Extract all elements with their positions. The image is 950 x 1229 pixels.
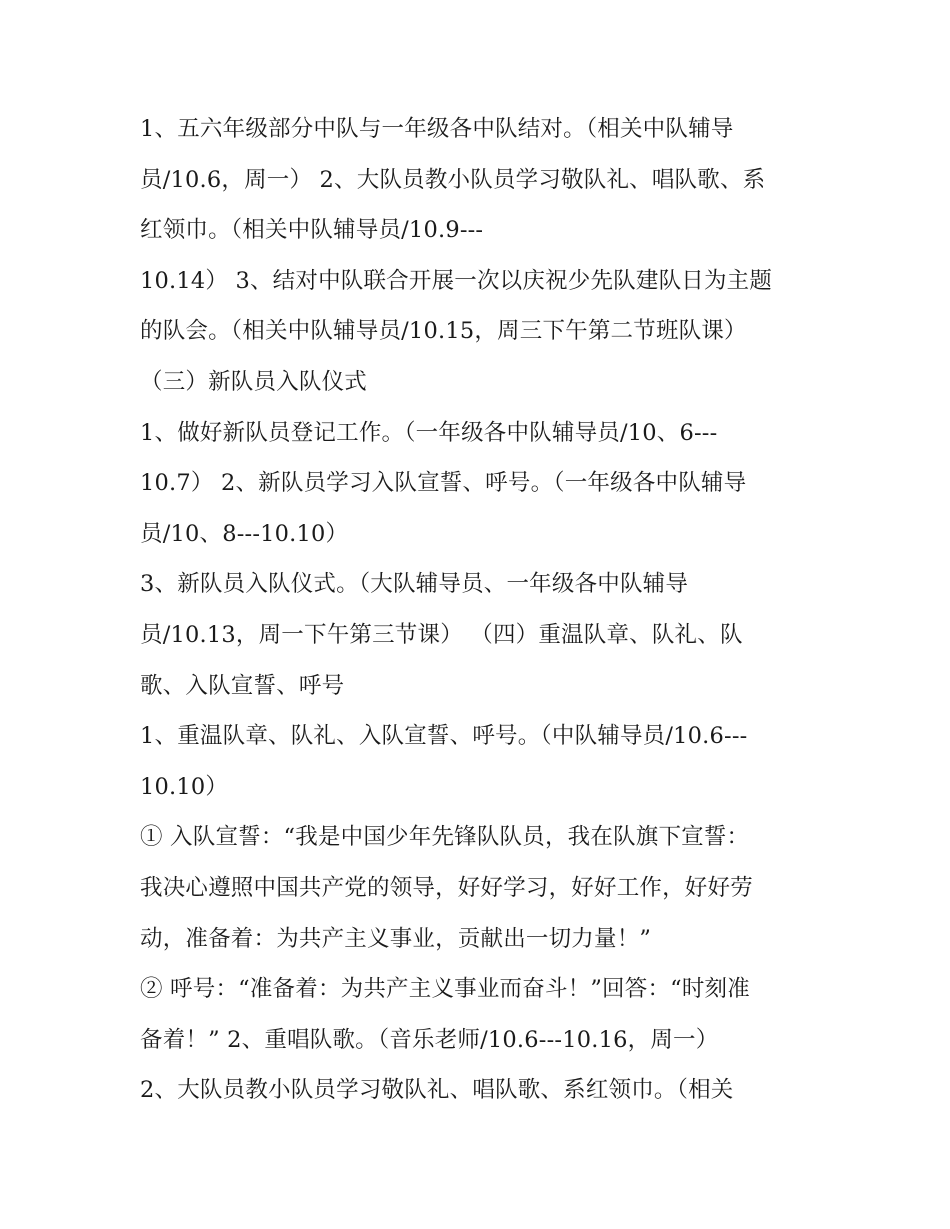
text-line: 歌、入队宣誓、呼号: [140, 672, 345, 699]
text-line: 员/10、8---10.10）: [140, 520, 349, 547]
text-line: 员/10.13，周一下午第三节课） （四）重温队章、队礼、队: [140, 621, 743, 648]
text-line: 3、新队员入队仪式。（大队辅导员、一年级各中队辅导: [140, 571, 689, 598]
text-line: 1、重温队章、队礼、入队宣誓、呼号。（中队辅导员/10.6---: [140, 723, 748, 750]
text-line: 10.7） 2、新队员学习入队宣誓、呼号。（一年级各中队辅导: [140, 470, 747, 497]
text-line: 2、大队员教小队员学习敬队礼、唱队歌、系红领巾。（相关: [140, 1077, 734, 1104]
slogan-text-line: ② 呼号：“准备着：为共产主义事业而奋斗！”回答：“时刻准: [140, 976, 750, 1003]
oath-text-line: ① 入队宣誓：“我是中国少年先锋队队员，我在队旗下宣誓：: [140, 824, 750, 851]
document-body: [140, 104, 820, 1116]
text-line: 1、五六年级部分中队与一年级各中队结对。（相关中队辅导: [140, 116, 734, 142]
oath-text-line: 我决心遵照中国共产党的领导，好好学习，好好工作，好好劳: [140, 874, 753, 901]
oath-text-line: 动，准备着：为共产主义事业，贡献出一切力量！”: [140, 925, 652, 952]
text-line: 10.10）: [140, 773, 229, 800]
text-line: 1、做好新队员登记工作。（一年级各中队辅导员/10、6---: [140, 419, 718, 446]
text-line: 员/10.6，周一） 2、大队员教小队员学习敬队礼、唱队歌、系: [140, 166, 766, 193]
section-heading: （三）新队员入队仪式: [140, 368, 368, 395]
text-line: 的队会。（相关中队辅导员/10.15，周三下午第二节班队课）: [140, 318, 747, 345]
text-line: 10.14） 3、结对中队联合开展一次以庆祝少先队建队日为主题: [140, 267, 773, 294]
text-line: 红领巾。（相关中队辅导员/10.9---: [140, 217, 484, 244]
slogan-text-line: 备着！” 2、重唱队歌。（音乐老师/10.6---10.16，周一）: [140, 1026, 719, 1053]
